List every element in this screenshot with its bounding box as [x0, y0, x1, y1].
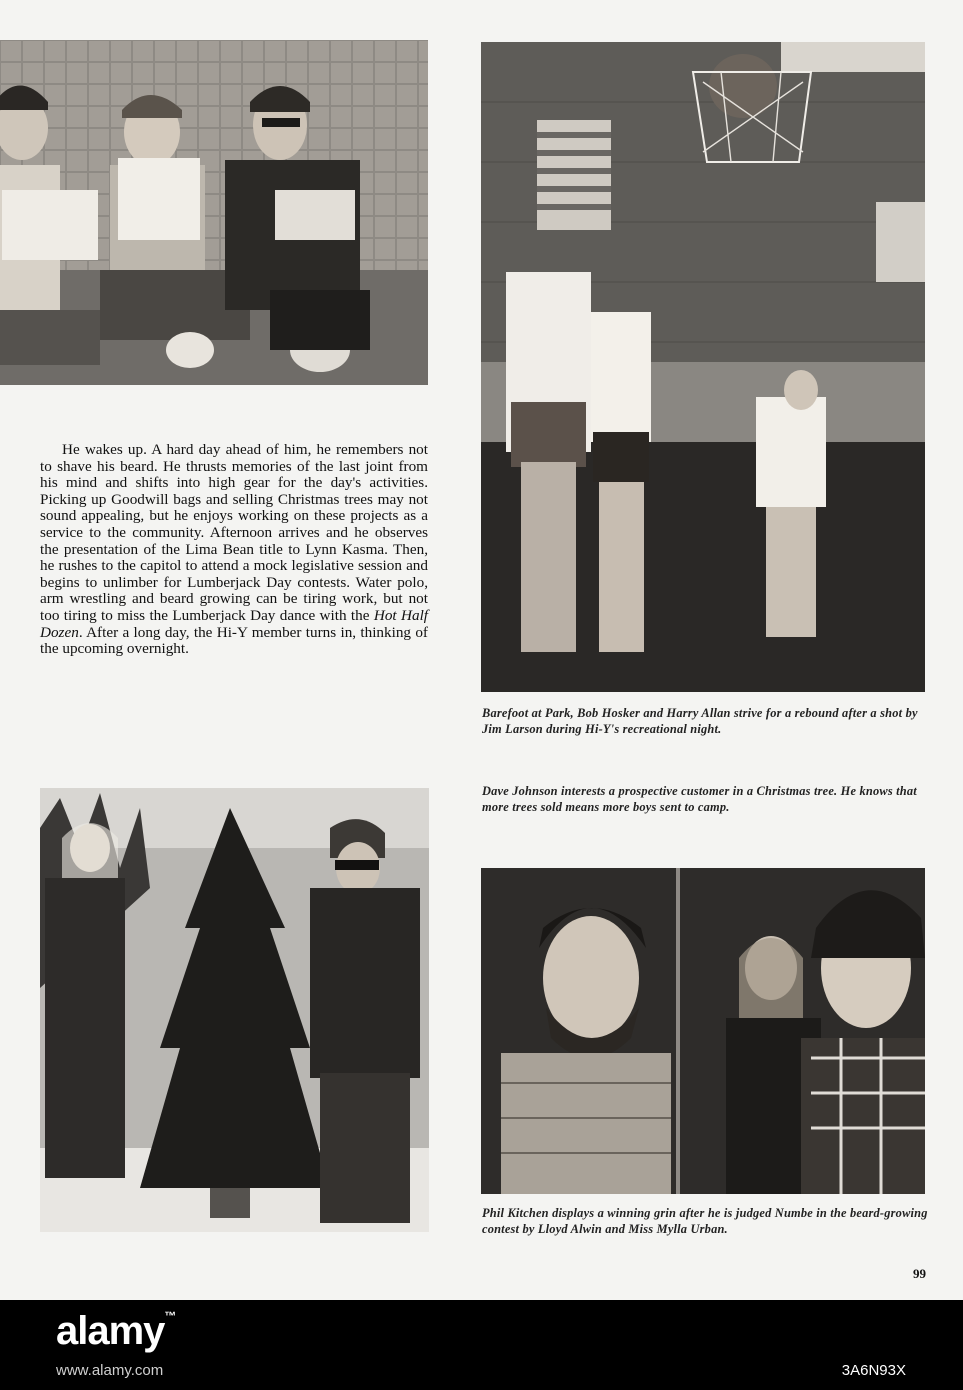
caption-beard-contest: Phil Kitchen displays a winning grin after he is judged Numbe in the beard-growing contest by Lloyd Alwin and Miss Mylla Urban. [482, 1206, 928, 1236]
page-number: 99 [913, 1266, 926, 1281]
watermark-brand [56, 1309, 175, 1354]
article-body-before-band: He wakes up. A hard day ahead of him, he remembers not to shave his beard. He thrusts memories of the last joint from his mind and shifts into high gear for the day's activities. Picking up Goodwill bags and selling Christmas trees may not sound appealing, but he enjoys working on these projects as a service to the community. Afternoon arrives and he observes the presentation of the Lima Bean title to Lynn Kasma. Then, he rushes to the capitol to attend a mock legislative session and begins to unlimber for Lumberjack Day contests. Water polo, arm wrestling and beard growing can be tiring work, but not too tiring to miss the Lumberjack Day dance with the [40, 441, 428, 624]
article-body-after-band: . After a long day, the Hi-Y member turns in, thinking of the upcoming overnight. [40, 623, 428, 658]
caption-basketball: Barefoot at Park, Bob Hosker and Harry Allan strive for a rebound after a shot by Jim Larson during Hi-Y's recreational night. [482, 706, 918, 736]
watermark-image-id: 3A6N93X [841, 1362, 906, 1379]
brand-trademark: ™ [164, 1309, 176, 1323]
watermark-credit-line: www.alamy.com [56, 1362, 164, 1379]
caption-christmas-tree: Dave Johnson interests a prospective customer in a Christmas tree. He knows that more trees sold means more boys sent to camp. [482, 784, 917, 814]
photo-christmas-tree [40, 788, 429, 1232]
photo-boys-reading [0, 40, 428, 385]
watermark-meta [56, 1362, 906, 1379]
watermark-brand-name: alamy [56, 1309, 165, 1353]
photo-christmas-tree-image [40, 788, 429, 1232]
article-band-name: Hot Half Dozen [40, 606, 429, 641]
photo-basketball [481, 42, 925, 692]
photo-boys-reading-image [0, 40, 428, 385]
photo-beard-contest [481, 868, 925, 1194]
photo-basketball-image [481, 42, 925, 692]
photo-beard-contest-image [481, 868, 925, 1194]
article-body [40, 442, 428, 658]
